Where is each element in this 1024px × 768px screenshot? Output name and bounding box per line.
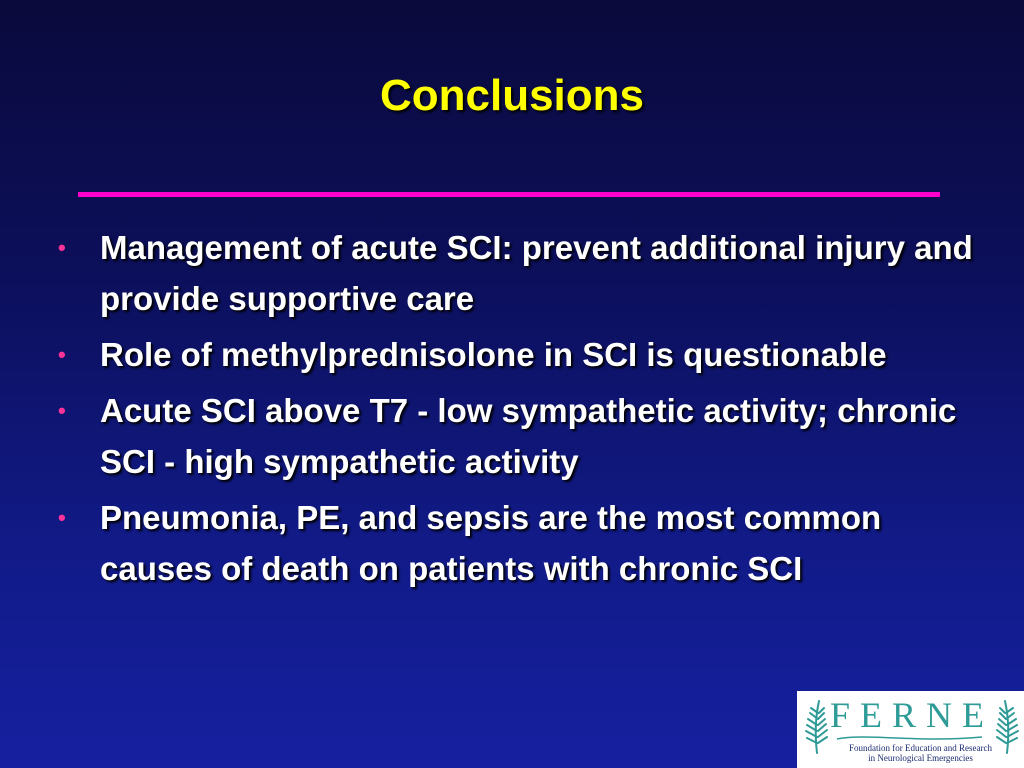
bullet-item: [58, 385, 998, 487]
bullet-icon: •: [58, 235, 66, 260]
bullet-icon: •: [58, 398, 66, 423]
bullet-text: Pneumonia, PE, and sepsis are the most common causes of death on patients with chronic SCI: [100, 499, 882, 587]
ferne-logo: [797, 691, 1024, 768]
bullet-text: Acute SCI above T7 - low sympathetic activity; chronic SCI - high sympathetic activity: [100, 392, 957, 480]
bullet-list: [58, 222, 998, 599]
title-divider: [78, 192, 940, 197]
logo-tagline-line1: Foundation for Education and Research: [849, 743, 992, 753]
bullet-icon: •: [58, 505, 66, 530]
bullet-icon: •: [58, 342, 66, 367]
logo-tagline-line2: in Neurological Emergencies: [868, 753, 973, 763]
bullet-text: Management of acute SCI: prevent additional injury and provide supportive care: [100, 229, 973, 317]
logo-wordmark: FERNE: [829, 695, 994, 735]
bullet-item: [58, 492, 998, 594]
slide-title: Conclusions: [379, 71, 645, 120]
bullet-item: [58, 329, 998, 380]
bullet-item: [58, 222, 998, 324]
bullet-text: Role of methylprednisolone in SCI is questionable: [100, 336, 887, 373]
